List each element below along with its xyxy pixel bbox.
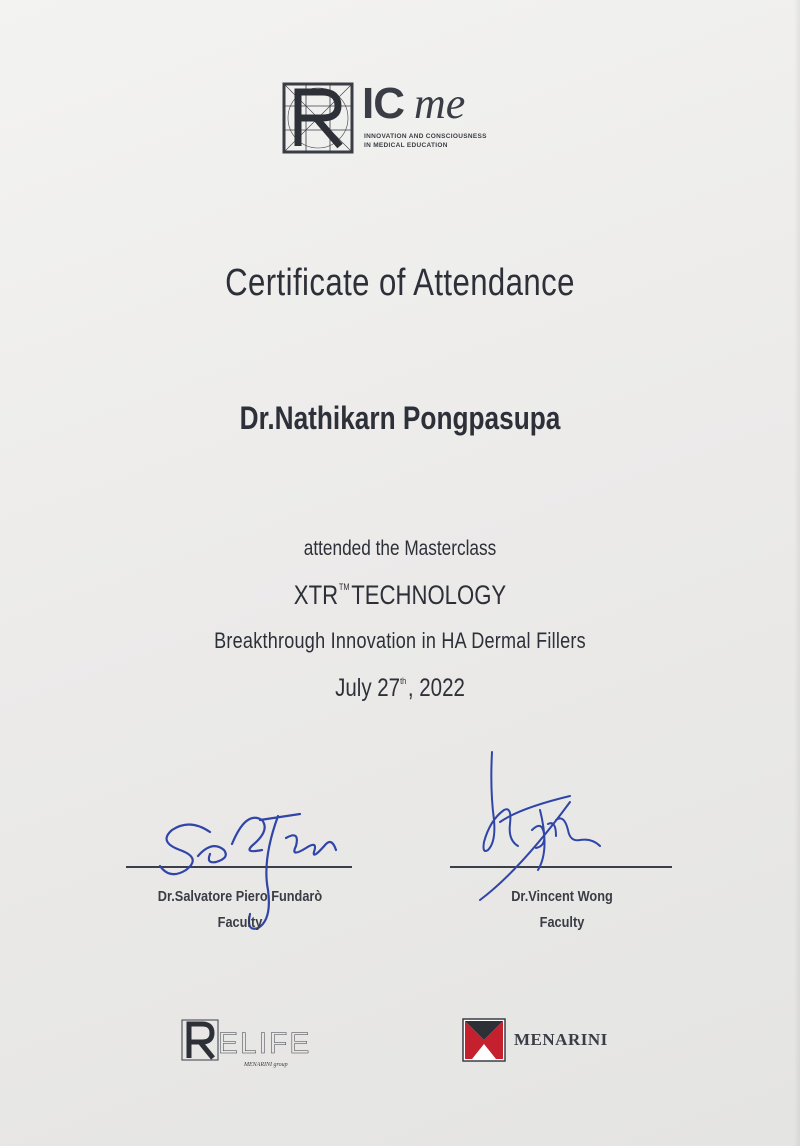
menarini-text: MENARINI bbox=[514, 1030, 608, 1049]
course-date bbox=[72, 674, 728, 703]
menarini-logo bbox=[462, 1018, 632, 1062]
ricme-logo bbox=[282, 80, 522, 160]
course-name bbox=[72, 580, 728, 611]
ricme-r-emblem bbox=[282, 82, 354, 154]
menarini-m-icon bbox=[462, 1018, 506, 1062]
relife-logo bbox=[180, 1016, 330, 1072]
signatory-name-right: Dr.Vincent Wong bbox=[511, 888, 613, 905]
course-subtitle: Breakthrough Innovation in HA Dermal Fillers bbox=[214, 628, 586, 653]
date-month-day: July 27 bbox=[335, 674, 401, 702]
course-name-suffix: TECHNOLOGY bbox=[351, 580, 507, 610]
signatory-role-left: Faculty bbox=[217, 914, 263, 931]
relife-subtext: MENARINI group bbox=[244, 1062, 288, 1068]
recipient-name: Dr.Nathikarn Pongpasupa bbox=[239, 400, 561, 436]
trademark-mark: TM bbox=[338, 582, 350, 592]
signatory-role-right: Faculty bbox=[539, 914, 585, 931]
attended-text: attended the Masterclass bbox=[303, 537, 497, 560]
relife-text: ELIFE bbox=[218, 1027, 312, 1060]
ricme-ic-text: IC bbox=[362, 79, 404, 128]
certificate-title: Certificate of Attendance bbox=[225, 262, 575, 304]
signature-right bbox=[460, 750, 620, 910]
ricme-tagline: INNOVATION AND CONSCIOUSNESS IN MEDICAL EDUCATION bbox=[364, 133, 487, 149]
date-year: , 2022 bbox=[407, 674, 465, 702]
signatory-name-left: Dr.Salvatore Piero Fundarò bbox=[157, 888, 323, 905]
relife-r-emblem bbox=[180, 1016, 220, 1062]
paper-shadow bbox=[794, 0, 800, 1146]
ricme-me-text: me bbox=[414, 79, 466, 128]
course-name-main: XTR bbox=[293, 580, 339, 610]
date-ordinal: th bbox=[400, 676, 407, 686]
